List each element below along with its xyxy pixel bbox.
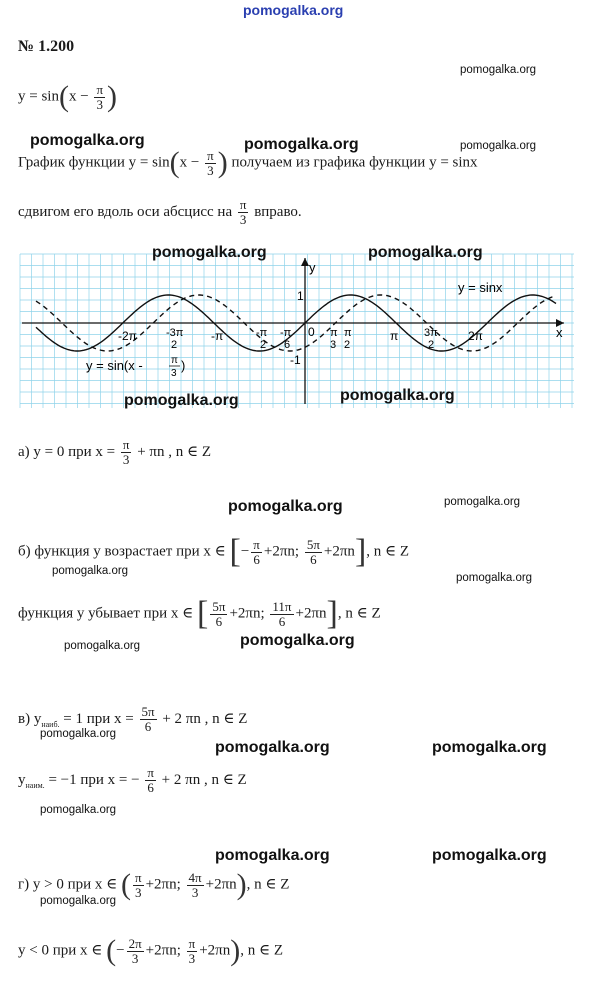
description-text: График функции y = sin: [18, 154, 170, 171]
fraction: $\frac{\pi}{3}$: [135, 869, 142, 900]
watermark: pomogalka.org: [215, 739, 330, 756]
tick-p2pi: 2π: [468, 329, 483, 343]
part-g-negative: y < 0 при x ∈ (− $\frac{2\pi}{3}$ +2πn; $\frac{\pi}{3}$ +2πn), n ∈ Z: [18, 934, 284, 967]
part-b-increasing: б) функция y возрастает при x ∈ [− $\frac{\pi}{6}$ +2πn; $\frac{5\pi}{6}$ +2πn], n ∈ Z: [18, 533, 410, 570]
part-v-label: в) y: [18, 710, 42, 727]
label-shifted-num: π: [171, 355, 178, 366]
part-b-label: б) функция y возрастает при x ∈: [18, 543, 226, 560]
watermark: pomogalka.org: [215, 847, 330, 864]
tick-mpi2-den: 2: [260, 339, 267, 351]
watermark: pomogalka.org: [228, 498, 343, 515]
tick-m3pi2-den: 2: [171, 339, 178, 351]
watermark: pomogalka.org: [124, 392, 239, 409]
equation: y = sin(x − $\frac{\pi}{3}$ ): [18, 80, 118, 113]
tick-pi3-num: π: [330, 327, 338, 339]
label-shifted: y = sin(x -: [86, 358, 143, 373]
watermark: pomogalka.org: [432, 739, 547, 756]
part-a-fraction: [121, 438, 132, 467]
description-text: сдвигом его вдоль оси абсцисс на: [18, 203, 233, 220]
watermark: pomogalka.org: [64, 640, 141, 652]
watermark: pomogalka.org: [52, 565, 129, 577]
fraction: $\frac{4\pi}{3}$: [188, 869, 202, 900]
fraction: $\frac{5\pi}{6}$: [306, 536, 320, 567]
tick-p3pi2-num: 3π: [424, 327, 438, 339]
tick-m3pi2-num: -3π: [166, 327, 184, 339]
description-x: x −: [179, 154, 200, 171]
tick-pi2-den: 2: [344, 339, 351, 351]
description-line-2: [18, 198, 302, 227]
part-a: [18, 438, 211, 467]
tick-zero: 0: [308, 325, 315, 339]
fraction: $\frac{5\pi}{6}$: [212, 598, 226, 629]
y-axis-label: y: [309, 260, 316, 275]
watermark: pomogalka.org: [40, 804, 117, 816]
label-shifted-den: 3: [171, 368, 177, 379]
watermark: pomogalka.org: [460, 140, 537, 152]
watermark: pomogalka.org: [240, 632, 355, 649]
watermark: pomogalka.org: [368, 244, 483, 261]
description-line-1: График функции y = sin(x − $\frac{\pi}{3}$ ) получаем из графика функции y = sinx: [18, 146, 478, 179]
tick-minus-one: -1: [290, 353, 301, 367]
fraction: $\frac{2\pi}{3}$: [128, 935, 142, 966]
equation-lhs: y = sin: [18, 88, 59, 105]
top-watermark: pomogalka.org: [243, 2, 344, 18]
graph: [18, 250, 578, 412]
fraction: $\frac{\pi}{3}$: [188, 935, 196, 966]
fraction-num: π: [96, 81, 104, 97]
tick-mpi: -π: [211, 329, 224, 343]
tick-pi: π: [390, 329, 399, 343]
part-g-positive: г) y > 0 при x ∈ ( $\frac{\pi}{3}$ +2πn; $\frac{4\pi}{3}$ +2πn), n ∈ Z: [18, 868, 290, 901]
equation-fraction: [94, 83, 105, 112]
tick-one: 1: [297, 289, 304, 303]
part-a-rest: + πn , n ∈ Z: [137, 443, 212, 460]
part-b-label: функция y убывает при x ∈: [18, 605, 194, 622]
watermark: pomogalka.org: [444, 496, 521, 508]
watermark: pomogalka.org: [40, 728, 117, 740]
description-text: вправо.: [254, 203, 302, 220]
watermark: pomogalka.org: [460, 64, 537, 76]
part-b-decreasing: функция y убывает при x ∈ [ $\frac{5\pi}{6}$ +2πn; $\frac{11\pi}{6}$ +2πn], n ∈ Z: [18, 595, 381, 632]
description-fraction: [205, 149, 216, 178]
x-axis-label: x: [556, 325, 563, 340]
part-a-label: а) y = 0 при x =: [18, 443, 116, 460]
tick-pi2-num: π: [344, 327, 352, 339]
part-v-min: $y_{наим.} = -1$ при x = − $\frac{\pi}{6}$ + 2 πn , n ∈ Z: [18, 765, 247, 795]
fraction-num: π: [207, 147, 214, 163]
fraction: $\frac{5\pi}{6}$: [141, 704, 155, 734]
tick-m2pi: -2π: [118, 329, 137, 343]
part-g-label: г) y > 0 при x ∈: [18, 876, 118, 893]
fraction-num: π: [239, 197, 247, 212]
fraction: $\frac{\pi}{6}$: [147, 765, 154, 795]
part-v-max: в) $y_{наиб.} = 1$ при x = $\frac{5\pi}{6}$ + 2 πn , n ∈ Z: [18, 704, 248, 734]
fraction-den: 3: [96, 96, 103, 112]
watermark: pomogalka.org: [244, 136, 359, 153]
part-g-label: y < 0 при x ∈: [18, 942, 103, 959]
description-text: получаем из графика функции y = sinx: [231, 154, 478, 171]
fraction-den: 3: [207, 162, 214, 178]
fraction: $\frac{\pi}{6}$: [253, 536, 260, 567]
tick-mpi2-num: -π: [256, 327, 268, 339]
fraction: $\frac{11\pi}{6}$: [272, 598, 292, 629]
watermark: pomogalka.org: [40, 895, 117, 907]
fraction-den: 3: [239, 212, 247, 227]
tick-pi3-den: 3: [330, 339, 337, 351]
watermark: pomogalka.org: [152, 244, 267, 261]
equation-x: x −: [68, 88, 89, 105]
tick-mpi6-den: 6: [284, 339, 291, 351]
label-shifted-close: ): [181, 358, 186, 373]
fraction-num: π: [122, 437, 130, 452]
watermark: pomogalka.org: [340, 387, 455, 404]
problem-number: № 1.200: [18, 38, 75, 55]
label-sin: y = sinx: [458, 280, 503, 295]
watermark: pomogalka.org: [30, 132, 145, 149]
watermark: pomogalka.org: [456, 572, 533, 584]
description-fraction: [238, 198, 249, 227]
fraction-den: 3: [122, 452, 130, 467]
tick-mpi6-num: -π: [280, 327, 292, 339]
tick-p3pi2-den: 2: [428, 339, 435, 351]
watermark: pomogalka.org: [432, 847, 547, 864]
